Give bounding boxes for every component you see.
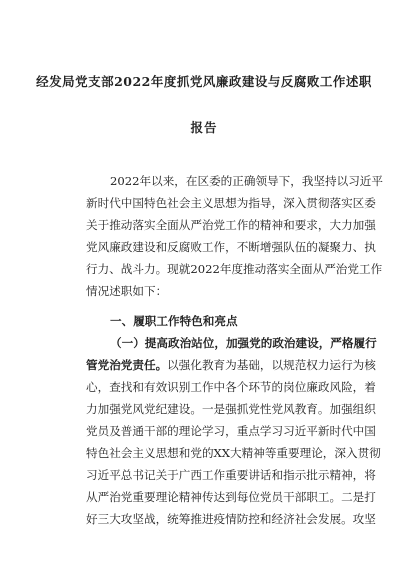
- paragraph-text: 特色社会主义思想和党的XX大精神等重要理论，深入贯彻: [86, 446, 381, 460]
- body-line: [86, 284, 336, 298]
- body-line: [86, 262, 383, 276]
- body-line: [86, 240, 376, 254]
- body-line: [86, 196, 376, 210]
- body-line: [86, 468, 376, 482]
- heading-text: 管党治党责任。: [86, 358, 168, 372]
- paragraph-text: 行力、战斗力。现就2022年度推动落实全面从严治党工作: [86, 262, 383, 276]
- body-line: [86, 358, 376, 372]
- body-line: [110, 314, 336, 328]
- paragraph-text: 好三大攻坚战，统筹推进疫情防控和经济社会发展。攻坚: [86, 512, 376, 526]
- paragraph-text: 党员及普通干部的理论学习，重点学习习近平新时代中国: [86, 424, 376, 438]
- body-line: [86, 380, 376, 394]
- paragraph-text: 习近平总书记关于广西工作重要讲话和指示批示精神，将: [86, 468, 376, 482]
- section-heading: 一、履职工作特色和亮点: [110, 314, 238, 328]
- body-line: [86, 424, 376, 438]
- document-subtitle: 报告: [190, 120, 218, 135]
- paragraph-text: 关于推动落实全面从严治党工作的精神和要求，大力加强: [86, 218, 376, 232]
- paragraph-text: 情况述职如下：: [86, 284, 168, 298]
- paragraph-text: 2022年以来，在区委的正确领导下，我坚持以习近平: [110, 174, 383, 188]
- body-line: [86, 446, 381, 460]
- document-title: 经发局党支部2022年度抓党风廉政建设与反腐败工作述职: [36, 74, 372, 89]
- body-line: [86, 402, 376, 416]
- paragraph-text: 从严治党重要理论精神传达到每位党员干部职工。二是打: [86, 490, 376, 504]
- paragraph-text: 力加强党风党纪建设。一是强抓党性党风教育。加强组织: [86, 402, 376, 416]
- paragraph-text: 新时代中国特色社会主义思想为指导，深入贯彻落实区委: [86, 196, 376, 210]
- paragraph-text: 党风廉政建设和反腐败工作，不断增强队伍的凝聚力、执: [86, 240, 376, 254]
- heading-text: （一）提高政治站位，加强党的政治建设，严格履行: [110, 336, 377, 350]
- body-line: [86, 490, 376, 504]
- body-line: [110, 336, 377, 350]
- paragraph-text: 心，查找和有效识别工作中各个环节的岗位廉政风险，着: [86, 380, 376, 394]
- paragraph-text: 以强化教育为基础，以规范权力运行为核: [167, 358, 376, 372]
- body-line: [86, 512, 376, 526]
- body-line: [86, 218, 376, 232]
- body-line: [110, 174, 383, 188]
